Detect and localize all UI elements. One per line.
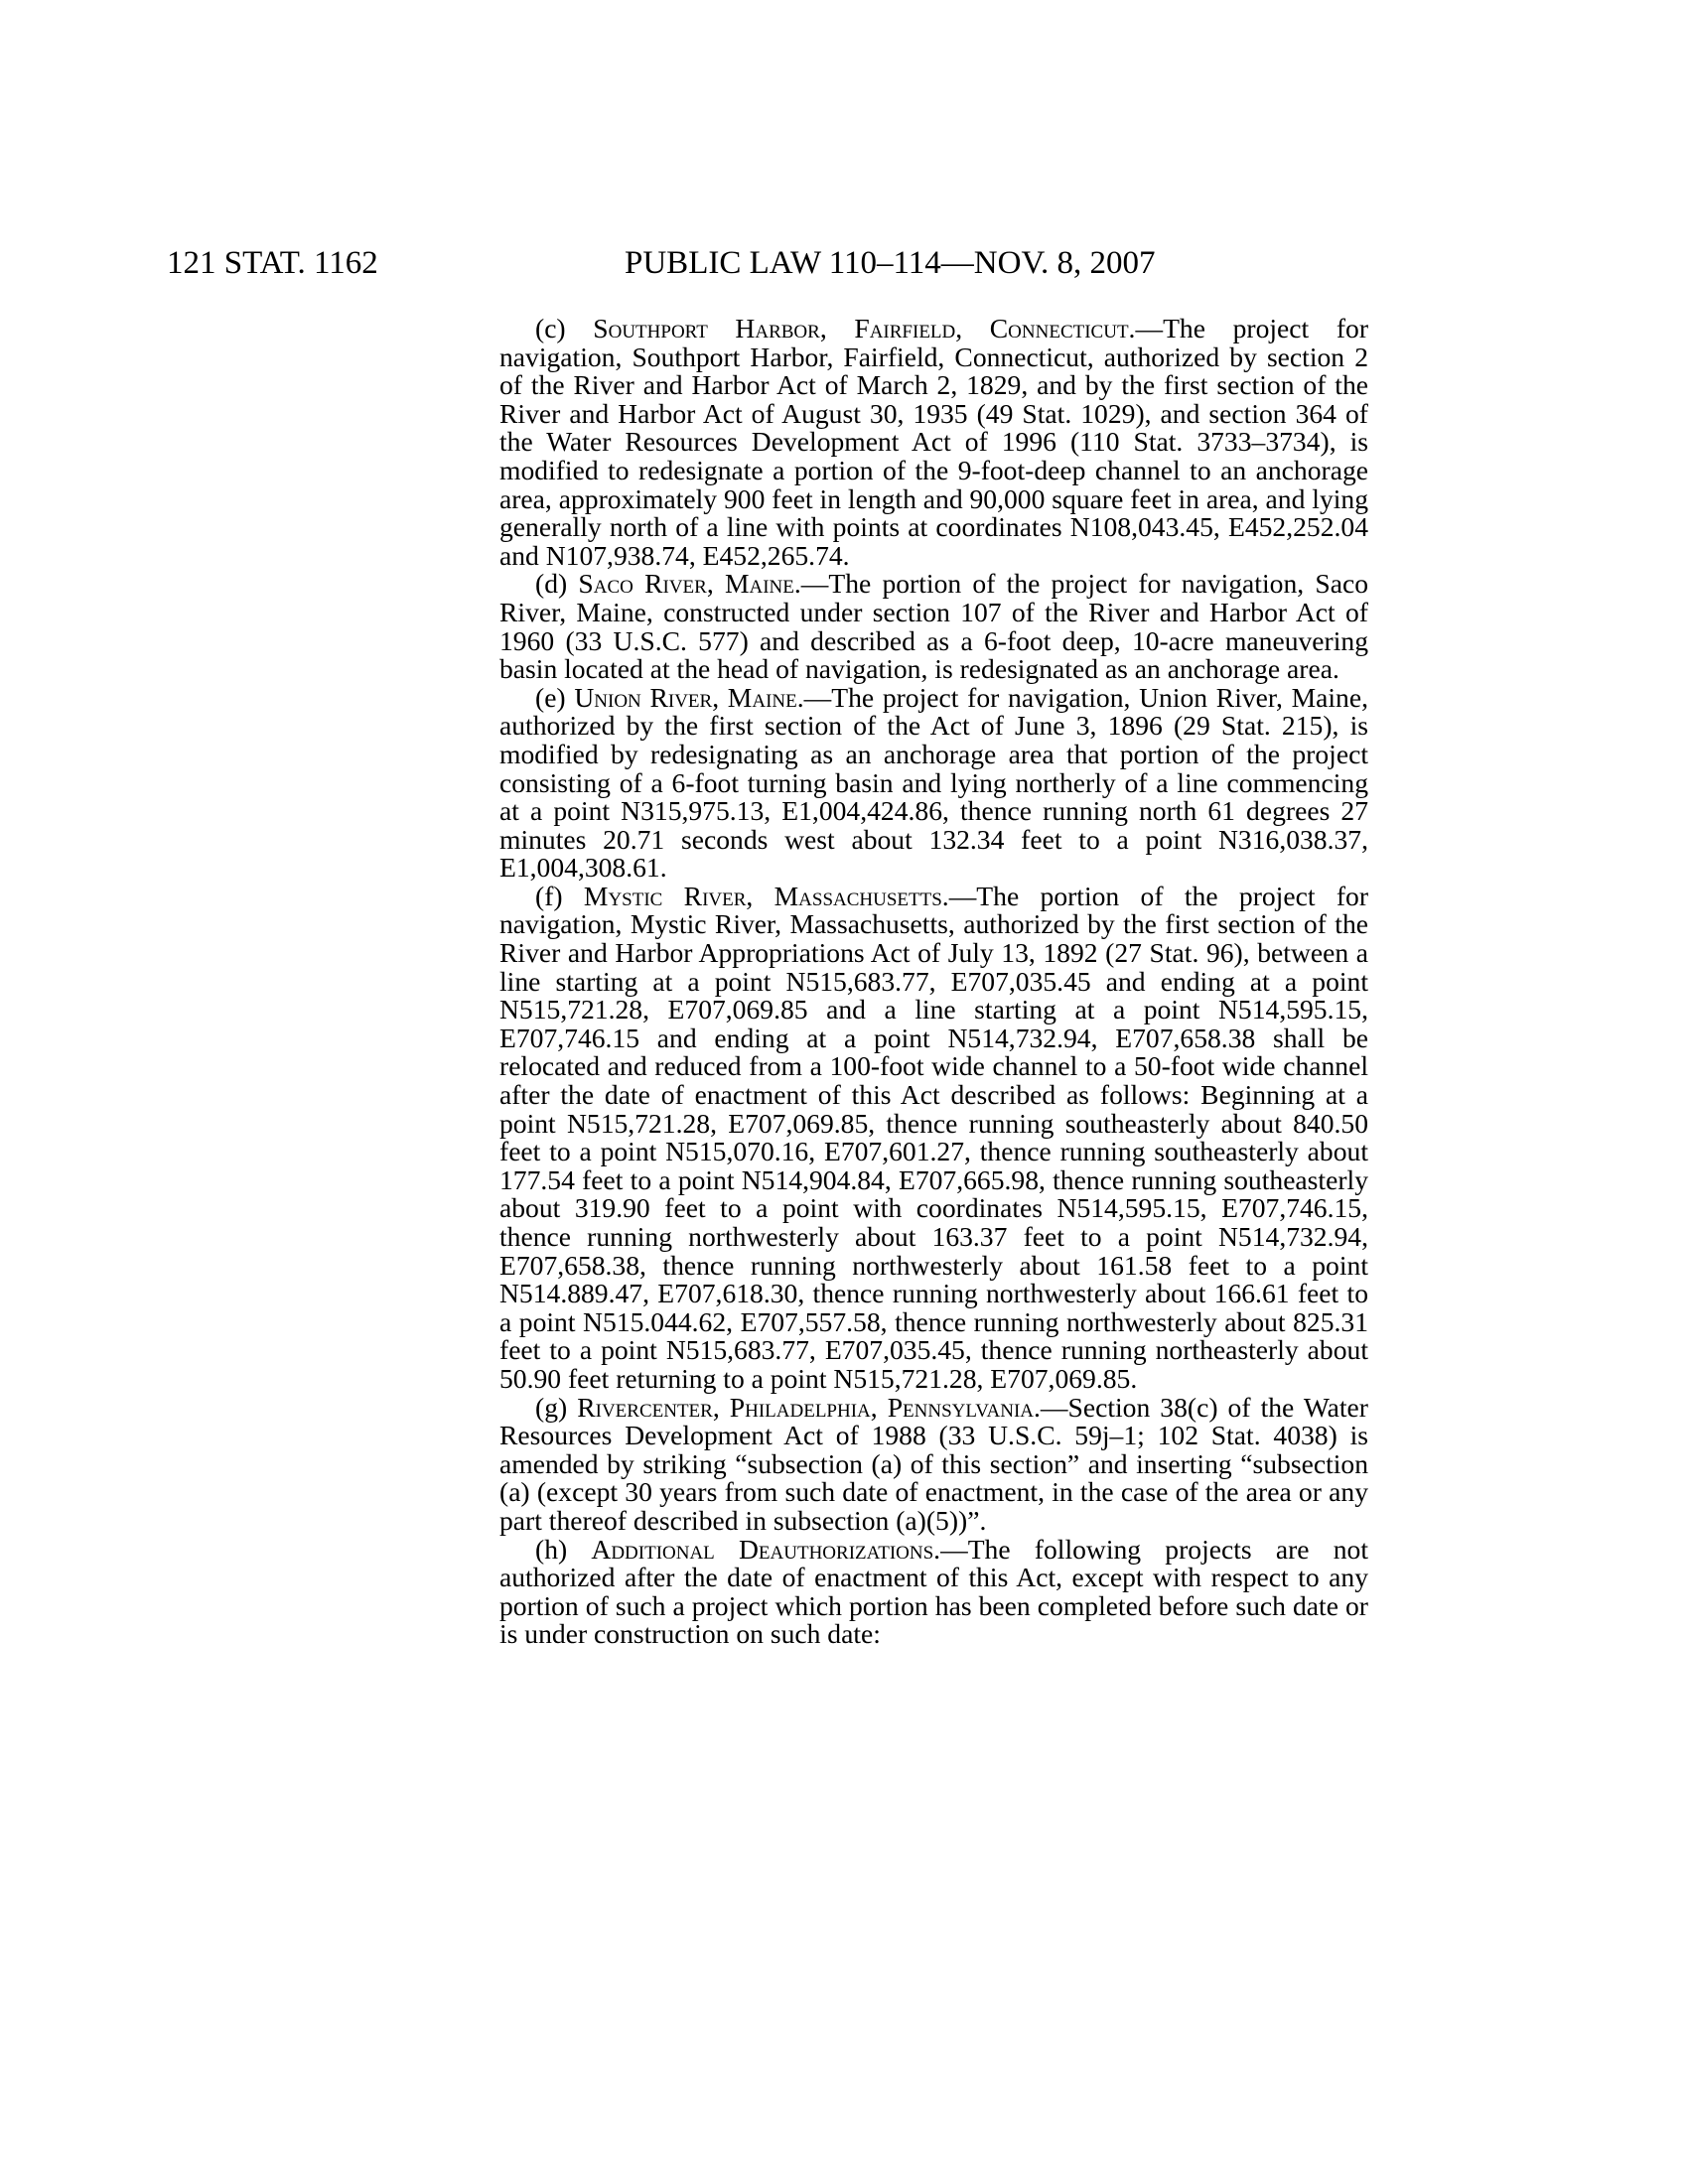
running-head — [167, 241, 1398, 285]
paragraph-label: (d) — [535, 568, 579, 600]
paragraph-heading: Mystic River, Massachusetts. — [583, 880, 949, 911]
paragraph-c — [499, 315, 1368, 570]
paragraph-label: (e) — [535, 681, 575, 713]
paragraph-label: (g) — [535, 1391, 578, 1423]
paragraph-text: —The following projects are not authorized after the date of enactment of this Act, except with respect to any portion of such a project which portion has been completed before such date or is under construction on such date: — [499, 1533, 1369, 1650]
paragraph-g — [499, 1391, 1368, 1536]
paragraph-label: (c) — [535, 313, 594, 343]
paragraph-text: —The project for navigation, Southport Harbor, Fairfield, Connecticut, authorized by section 2 of the River and Harbor Act of March 2, 1829, and by the first section of the River and Harbor Act of August 30, 1935 (49 Stat. 1029), and section 364 of the Water Resources Development Act of 1996 (110 Stat. 3733–3734), is modified to redesignate a portion of the 9-foot-deep channel to an anchorage area, approximately 900 feet in length and 90,000 square feet in area, and lying generally north of a line with points at coordinates N108,043.45, E452,252.04 and N107,938.74, E452,265.74. — [499, 313, 1369, 571]
paragraph-text: —The project for navigation, Union River, Maine, authorized by the first section of the Act of June 3, 1896 (29 Stat. 215), is modified by redesignating as an anchorage area that portion of the project consisting of a 6-foot turning basin and lying northerly of a line commencing at a point N315,975.13, E1,004,424.86, thence running north 61 degrees 27 minutes 20.71 seconds west about 132.34 feet to a point N316,038.37, E1,004,308.61. — [499, 681, 1368, 884]
paragraph-text: —The portion of the project for navigation, Saco River, Maine, constructed under section 107 of the River and Harbor Act of 1960 (33 U.S.C. 577) and described as a 6-foot deep, 10-acre maneuvering basin located at the head of navigation, is redesignated as an anchorage area. — [499, 568, 1368, 685]
paragraph-label: (h) — [535, 1533, 592, 1565]
paragraph-d — [499, 570, 1368, 683]
body-text — [499, 315, 1368, 1649]
paragraph-label: (f) — [535, 880, 584, 911]
paragraph-e — [499, 681, 1368, 884]
paragraph-h — [499, 1533, 1369, 1650]
paragraph-text: —Section 38(c) of the Water Resources Development Act of 1988 (33 U.S.C. 59j–1; 102 Stat. 4038) is amended by striking “subsection (a) of this section” and inserting “subsection (a) (except 30 years from such date of enactment, in the case of the area or any part thereof described in subsection (a)(5))”. — [499, 1391, 1368, 1536]
paragraph-heading: Southport Harbor, Fairfield, Connecticut. — [593, 313, 1136, 343]
paragraph-heading: Saco River, Maine. — [578, 568, 801, 600]
statute-citation: 121 STAT. 1162 — [167, 245, 378, 281]
paragraph-f — [499, 880, 1369, 1394]
paragraph-text: —The portion of the project for navigation, Mystic River, Massachusetts, authorized by the first section of the River and Harbor Appropriations Act of July 13, 1892 (27 Stat. 96), between a line starting at a point N515,683.77, E707,035.45 and ending at a point N515,721.28, E707,069.85 and a line starting at a point N514,595.15, E707,746.15 and ending at a point N514,732.94, E707,658.38 shall be relocated and reduced from a 100-foot wide channel to a 50-foot wide channel after the date of enactment of this Act described as follows: Beginning at a point N515,721.28, E707,069.85, thence running southeasterly about 840.50 feet to a point N515,070.16, E707,601.27, thence running southeasterly about 177.54 feet to a point N514,904.84, E707,665.98, thence running southeasterly about 319.90 feet to a point with coordinates N514,595.15, E707,746.15, thence running northwesterly about 163.37 feet to a point N514,732.94, E707,658.38, thence running northwesterly about 161.58 feet to a point N514.889.47, E707,618.30, thence running northwesterly about 166.61 feet to a point N515.044.62, E707,557.58, thence running northwesterly about 825.31 feet to a point N515,683.77, E707,035.45, thence running northeasterly about 50.90 feet returning to a point N515,721.28, E707,069.85. — [499, 880, 1369, 1394]
paragraph-heading: Rivercenter, Philadelphia, Pennsylvania. — [577, 1391, 1041, 1423]
paragraph-heading: Union River, Maine. — [574, 681, 804, 713]
paragraph-heading: Additional Deauthorizations. — [591, 1533, 941, 1565]
public-law-title: PUBLIC LAW 110–114—NOV. 8, 2007 — [625, 245, 1156, 281]
